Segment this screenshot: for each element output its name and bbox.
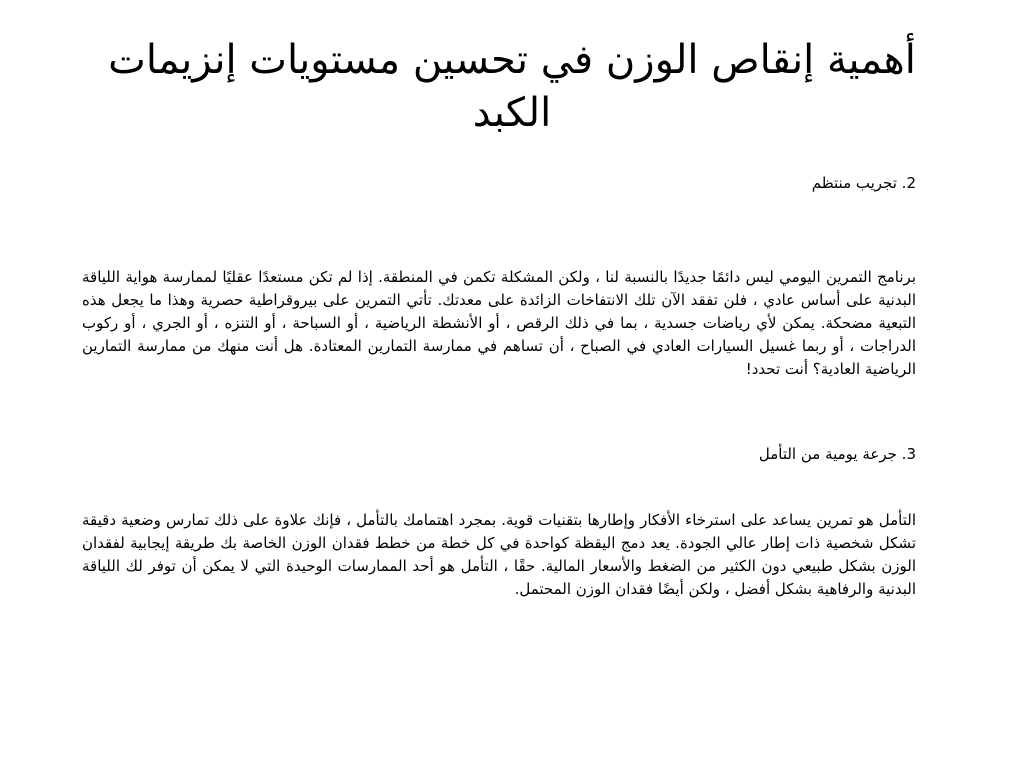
section-heading-regular-exercise: 2. تجريب منتظم (811, 174, 916, 192)
section-paragraph-meditation: التأمل هو تمرين يساعد على استرخاء الأفكار وإطارها بتقنيات قوية. بمجرد اهتمامك بالتأمل ، فإنك علاوة على ذلك تمارس وضعية دقيقة تشكل شخصية ذات إطار عالي الجودة. يعد دمج اليقظة كواحدة في كل خطة من خطط فقدان الوزن الخاصة بك طريقة إيجابية لفقدان الوزن بشكل طبيعي دون الكثير من الضغط والأسعار المالية. حقًا ، التأمل هو أحد الممارسات الوحيدة التي لا يمكن أن توفر لك اللياقة البدنية والرفاهية بشكل أفضل ، ولكن أيضًا فقدان الوزن المحتمل. (82, 511, 916, 598)
section-paragraph-regular-exercise: برنامج التمرين اليومي ليس دائمًا جديدًا بالنسبة لنا ، ولكن المشكلة تكمن في المنطقة. إذا لم تكن مستعدًا عقليًا لممارسة هواية اللياقة البدنية على أساس عادي ، فلن تفقد الآن تلك الانتفاخات الزائدة على معدتك. تأتي التمرين على بيروقراطية حصرية وهذا ما يجعل هذه التبعية مضحكة. يمكن لأي رياضات جسدية ، بما في ذلك الرقص ، أو الأنشطة الرياضية ، أو السباحة ، أو التنزه ، أو الجري ، أو ركوب الدراجات ، أو ربما غسيل السيارات العادي في الصباح ، أن تساهم في ممارسة التمارين المعتادة. هل أنت منهك من ممارسة التمارين الرياضية العادية؟ أنت تحدد! (82, 268, 916, 378)
section-heading-meditation: 3. جرعة يومية من التأمل (758, 445, 916, 463)
slide-title: أهمية إنقاص الوزن في تحسين مستويات إنزيمات الكبد (108, 37, 916, 136)
